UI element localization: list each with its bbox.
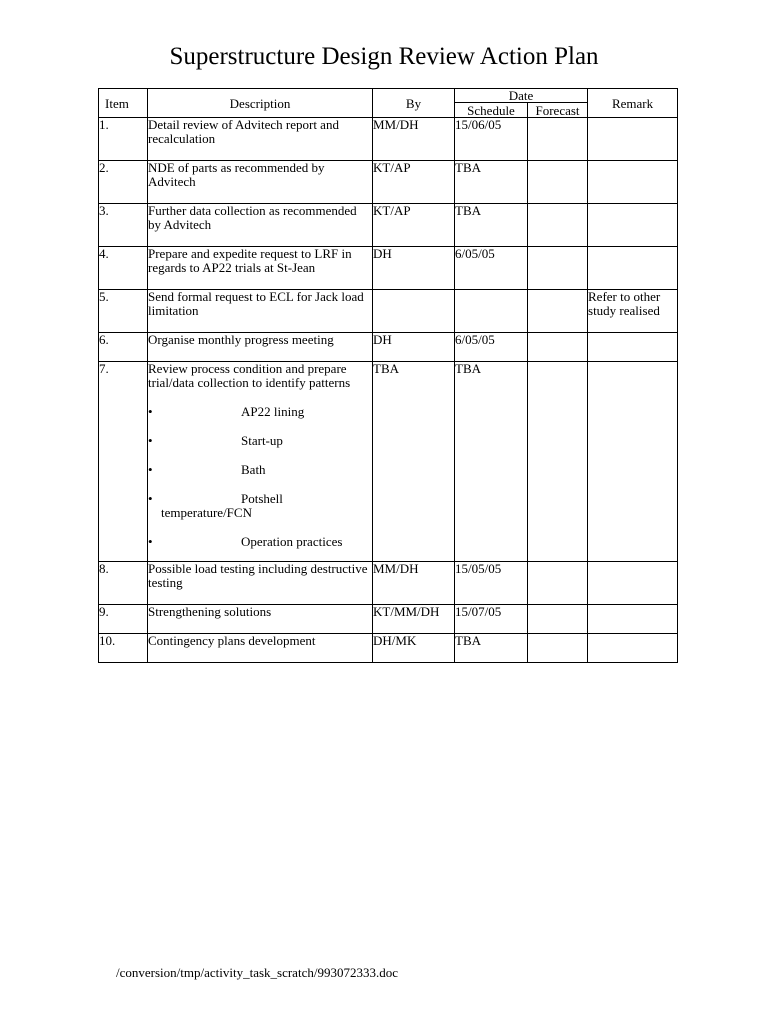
item-number: 2.	[99, 161, 148, 204]
forecast-cell	[528, 562, 588, 605]
forecast-cell	[528, 362, 588, 562]
description-text: Possible load testing including destructive testing	[148, 561, 368, 590]
bullet-list	[148, 405, 372, 549]
bullet-item	[148, 463, 372, 477]
header-description: Description	[148, 89, 373, 118]
schedule-cell: 6/05/05	[455, 333, 528, 362]
header-forecast: Forecast	[528, 103, 588, 118]
remark-cell	[588, 161, 678, 204]
bullet-dot-icon: •	[148, 462, 153, 477]
footer-file-path: /conversion/tmp/activity_task_scratch/993072333.doc	[116, 965, 398, 980]
by-cell: KT/AP	[373, 204, 455, 247]
table-row	[99, 290, 678, 333]
description-cell	[148, 290, 373, 333]
description-text: Organise monthly progress meeting	[148, 332, 334, 347]
bullet-text: Start-up	[241, 433, 283, 448]
schedule-cell: 15/07/05	[455, 605, 528, 634]
forecast-cell	[528, 161, 588, 204]
remark-cell	[588, 562, 678, 605]
bullet-item	[148, 535, 372, 549]
description-cell	[148, 118, 373, 161]
item-number: 1.	[99, 118, 148, 161]
description-text: Send formal request to ECL for Jack load limitation	[148, 289, 364, 318]
schedule-cell	[455, 290, 528, 333]
by-cell: KT/MM/DH	[373, 605, 455, 634]
table-row	[99, 204, 678, 247]
table-body	[99, 118, 678, 663]
bullet-dot-icon: •	[148, 404, 153, 419]
description-cell	[148, 333, 373, 362]
action-plan-table	[98, 88, 678, 663]
table-row	[99, 605, 678, 634]
schedule-cell: TBA	[455, 634, 528, 663]
bullet-item	[148, 434, 372, 448]
bullet-dot-icon: •	[148, 491, 153, 506]
description-cell	[148, 634, 373, 663]
schedule-cell: TBA	[455, 204, 528, 247]
by-cell: TBA	[373, 362, 455, 562]
bullet-text: Operation practices	[241, 534, 343, 549]
item-number: 3.	[99, 204, 148, 247]
header-schedule: Schedule	[455, 103, 528, 118]
item-number: 9.	[99, 605, 148, 634]
description-text: Strengthening solutions	[148, 604, 272, 619]
description-text: Review process condition and prepare trial/data collection to identify patterns	[148, 361, 351, 390]
item-number: 10.	[99, 634, 148, 663]
forecast-cell	[528, 333, 588, 362]
description-text: Further data collection as recommended by Advitech	[148, 203, 357, 232]
by-cell	[373, 290, 455, 333]
schedule-cell: 6/05/05	[455, 247, 528, 290]
remark-cell	[588, 247, 678, 290]
table-row	[99, 362, 678, 562]
table-row	[99, 562, 678, 605]
by-cell: MM/DH	[373, 562, 455, 605]
remark-cell	[588, 362, 678, 562]
bullet-text: Bath	[241, 462, 266, 477]
header-by: By	[373, 89, 455, 118]
remark-cell	[588, 605, 678, 634]
page-title: Superstructure Design Review Action Plan	[169, 43, 599, 70]
item-number: 4.	[99, 247, 148, 290]
schedule-cell: TBA	[455, 362, 528, 562]
header-date: Date	[455, 89, 588, 103]
forecast-cell	[528, 290, 588, 333]
by-cell: DH	[373, 333, 455, 362]
description-cell	[148, 247, 373, 290]
forecast-cell	[528, 118, 588, 161]
remark-cell	[588, 634, 678, 663]
table-row	[99, 333, 678, 362]
item-number: 5.	[99, 290, 148, 333]
remark-cell: Refer to other study realised	[588, 290, 678, 333]
bullet-dot-icon: •	[148, 534, 153, 549]
remark-cell	[588, 333, 678, 362]
description-text: Contingency plans development	[148, 633, 316, 648]
item-number: 6.	[99, 333, 148, 362]
item-number: 7.	[99, 362, 148, 562]
remark-cell	[588, 118, 678, 161]
by-cell: DH/MK	[373, 634, 455, 663]
forecast-cell	[528, 204, 588, 247]
table-row	[99, 161, 678, 204]
by-cell: KT/AP	[373, 161, 455, 204]
schedule-cell: 15/05/05	[455, 562, 528, 605]
forecast-cell	[528, 634, 588, 663]
description-cell	[148, 161, 373, 204]
by-cell: MM/DH	[373, 118, 455, 161]
description-cell	[148, 204, 373, 247]
description-text: Detail review of Advitech report and recalculation	[148, 117, 339, 146]
schedule-cell: 15/06/05	[455, 118, 528, 161]
remark-cell	[588, 204, 678, 247]
header-remark: Remark	[588, 89, 678, 118]
description-text: NDE of parts as recommended by Advitech	[148, 160, 325, 189]
forecast-cell	[528, 605, 588, 634]
bullet-dot-icon: •	[148, 433, 153, 448]
bullet-item	[148, 492, 372, 520]
description-cell	[148, 562, 373, 605]
table-row	[99, 247, 678, 290]
bullet-text: AP22 lining	[241, 404, 305, 419]
table-row	[99, 118, 678, 161]
item-number: 8.	[99, 562, 148, 605]
forecast-cell	[528, 247, 588, 290]
header-item: Item	[99, 89, 148, 118]
bullet-item	[148, 405, 372, 419]
table-row	[99, 634, 678, 663]
description-text: Prepare and expedite request to LRF in regards to AP22 trials at St-Jean	[148, 246, 352, 275]
by-cell: DH	[373, 247, 455, 290]
bullet-text: Potshell temperature/FCN	[161, 491, 283, 520]
description-cell	[148, 605, 373, 634]
description-cell	[148, 362, 373, 562]
schedule-cell: TBA	[455, 161, 528, 204]
